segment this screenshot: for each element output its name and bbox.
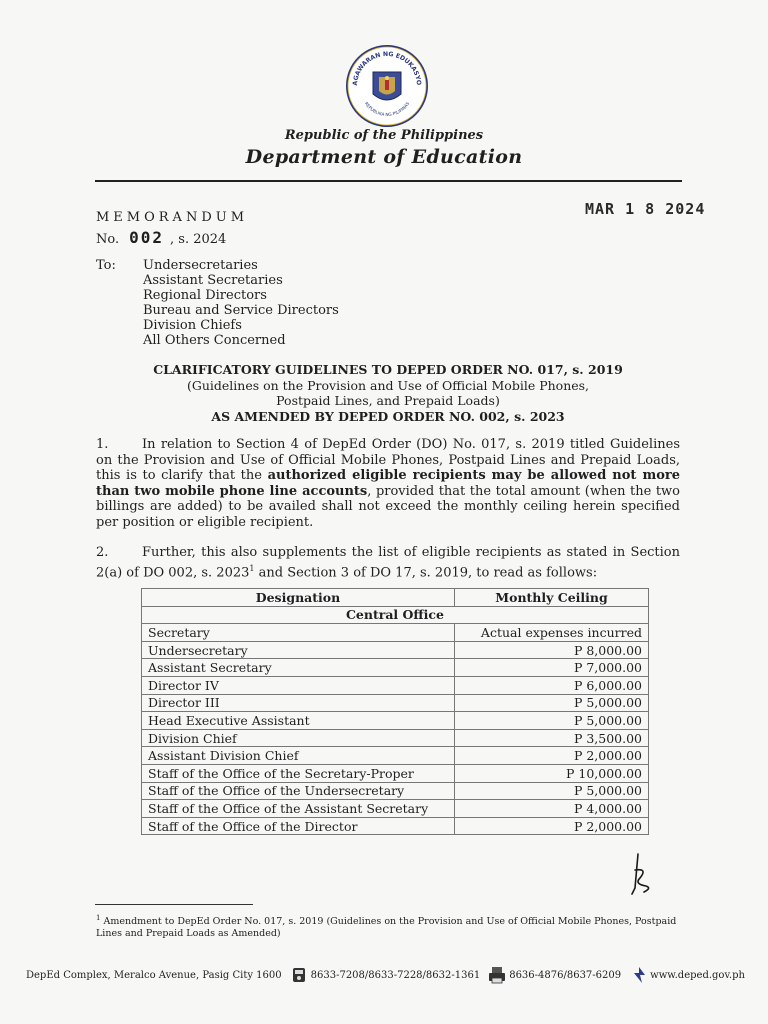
- recipient-item: Regional Directors: [143, 288, 267, 303]
- footer-fax: 8636-4876/8637-6209: [509, 969, 622, 981]
- designation-cell: Division Chief: [142, 729, 455, 747]
- memorandum-label: MEMORANDUM: [96, 210, 249, 225]
- paragraph-1-bold: authorized eligible recipients may be allowed not more than two mobile phone line accounts: [96, 468, 680, 499]
- footnote-ref: 1: [249, 563, 255, 573]
- table-row: [142, 782, 649, 800]
- department-heading: Department of Education: [245, 146, 523, 168]
- deped-seal: [345, 44, 429, 128]
- designation-cell: Head Executive Assistant: [142, 712, 455, 730]
- ceiling-cell: P 4,000.00: [455, 800, 649, 818]
- designation-cell: Staff of the Office of the Undersecretary: [142, 782, 455, 800]
- ceiling-cell: P 5,000.00: [455, 712, 649, 730]
- table-row: [142, 729, 649, 747]
- svg-text:KAGAWARAN NG EDUKASYON: AGAWARAN NG EDUKASYO: [351, 50, 423, 86]
- to-label: To:: [96, 258, 116, 273]
- memo-number: 002: [129, 228, 165, 247]
- svg-text:REPUBLIKA NG PILIPINAS: REPUBLIKA NG PILIPINAS: [362, 101, 412, 119]
- footnote-text: Amendment to DepEd Order No. 017, s. 2019 (Guidelines on the Provision and Use of Official Mobile Phones, Postpaid Lines and Prepaid Loads as Amended): [96, 916, 677, 940]
- recipient-item: All Others Concerned: [143, 333, 286, 348]
- received-date-stamp: MAR 1 8 2024: [585, 200, 706, 218]
- globe-icon: [629, 966, 647, 984]
- footnote: [96, 912, 686, 940]
- ceiling-cell: P 7,000.00: [455, 659, 649, 677]
- title-line-2: (Guidelines on the Provision and Use of Official Mobile Phones,: [186, 377, 590, 393]
- paragraph-1-text-a: In relation to Section 4 of DepEd Order (DO) No. 017, s. 2019 titled Guidelines on the Provision and Use of Official Mobile Phones, Postpaid Lines and Prepaid Loads, this is to clarify that the: [96, 437, 680, 483]
- recipient-item: Assistant Secretaries: [143, 273, 283, 288]
- ceiling-cell: P 6,000.00: [455, 676, 649, 694]
- fax-icon: [488, 966, 506, 984]
- table-row: [142, 659, 649, 677]
- paragraph-2: [96, 545, 680, 580]
- paragraph-2-number: 2.: [96, 545, 109, 560]
- ceiling-cell: P 2,000.00: [455, 817, 649, 835]
- recipient-item: Bureau and Service Directors: [143, 303, 339, 318]
- table-row: [142, 641, 649, 659]
- footnote-divider: [95, 904, 253, 905]
- designation-cell: Assistant Secretary: [142, 659, 455, 677]
- designation-cell: Director IV: [142, 676, 455, 694]
- memo-series: , s. 2024: [170, 232, 227, 247]
- memo-no-label: No.: [96, 232, 120, 247]
- telephone-icon: [290, 966, 308, 984]
- title-line-3: Postpaid Lines, and Prepaid Loads): [276, 393, 500, 408]
- table-row: [142, 747, 649, 765]
- designation-cell: Staff of the Office of the Secretary-Proper: [142, 764, 455, 782]
- section-row: [142, 606, 649, 624]
- memo-title: [0, 362, 768, 424]
- ceiling-cell: P 5,000.00: [455, 694, 649, 712]
- paragraph-1: [96, 437, 680, 530]
- designation-cell: Assistant Division Chief: [142, 747, 455, 765]
- ceiling-cell: P 5,000.00: [455, 782, 649, 800]
- table-row: [142, 817, 649, 835]
- central-office-section: Central Office: [142, 606, 649, 624]
- ceiling-cell: P 8,000.00: [455, 641, 649, 659]
- memo-number-line: [96, 228, 226, 247]
- table-row: [142, 800, 649, 818]
- ceiling-cell: P 3,500.00: [455, 729, 649, 747]
- designation-cell: Secretary: [142, 624, 455, 642]
- title-line-1: CLARIFICATORY GUIDELINES TO DEPED ORDER NO. 017, s. 2019: [153, 362, 623, 377]
- footnote-mark: 1: [96, 914, 101, 922]
- recipient-item: Undersecretaries: [143, 258, 258, 273]
- page-footer: [26, 966, 756, 984]
- footer-address: DepEd Complex, Meralco Avenue, Pasig City 1600: [26, 969, 282, 981]
- signature-initials: [626, 852, 656, 896]
- paragraph-1-number: 1.: [96, 437, 109, 452]
- recipient-item: Division Chiefs: [143, 318, 242, 333]
- footer-website[interactable]: www.deped.gov.ph: [650, 969, 745, 981]
- monthly-ceiling-header: Monthly Ceiling: [455, 589, 649, 607]
- table-row: [142, 712, 649, 730]
- ceiling-cell: P 2,000.00: [455, 747, 649, 765]
- designation-cell: Staff of the Office of the Director: [142, 817, 455, 835]
- recipient-list: [143, 258, 339, 348]
- footer-phones: 8633-7208/8633-7228/8632-1361: [310, 969, 481, 981]
- designation-cell: Director III: [142, 694, 455, 712]
- table-row: [142, 764, 649, 782]
- table-row: [142, 676, 649, 694]
- designation-cell: Undersecretary: [142, 641, 455, 659]
- title-line-4: AS AMENDED BY DEPED ORDER NO. 002, s. 2023: [211, 408, 565, 424]
- ceiling-table: [141, 588, 649, 835]
- ceiling-cell: P 10,000.00: [455, 764, 649, 782]
- republic-heading: Republic of the Philippines: [284, 128, 484, 143]
- designation-cell: Staff of the Office of the Assistant Secretary: [142, 800, 455, 818]
- paragraph-2-text-b: and Section 3 of DO 17, s. 2019, to read as follows:: [254, 564, 598, 580]
- table-row: [142, 624, 649, 642]
- ceiling-cell: Actual expenses incurred: [455, 624, 649, 642]
- table-row: [142, 694, 649, 712]
- paragraph-1-text-b: , provided that the total amount (when the two billings are added) to be availed shall not exceed the monthly ceiling herein specified per position or eligible recipient.: [96, 483, 680, 530]
- header-divider: [95, 180, 682, 182]
- designation-header: Designation: [142, 589, 455, 607]
- table-header-row: [142, 589, 649, 607]
- paragraph-2-text-a: Further, this also supplements the list of eligible recipients as stated in Section 2(a) of DO 002, s. 2023: [96, 545, 680, 580]
